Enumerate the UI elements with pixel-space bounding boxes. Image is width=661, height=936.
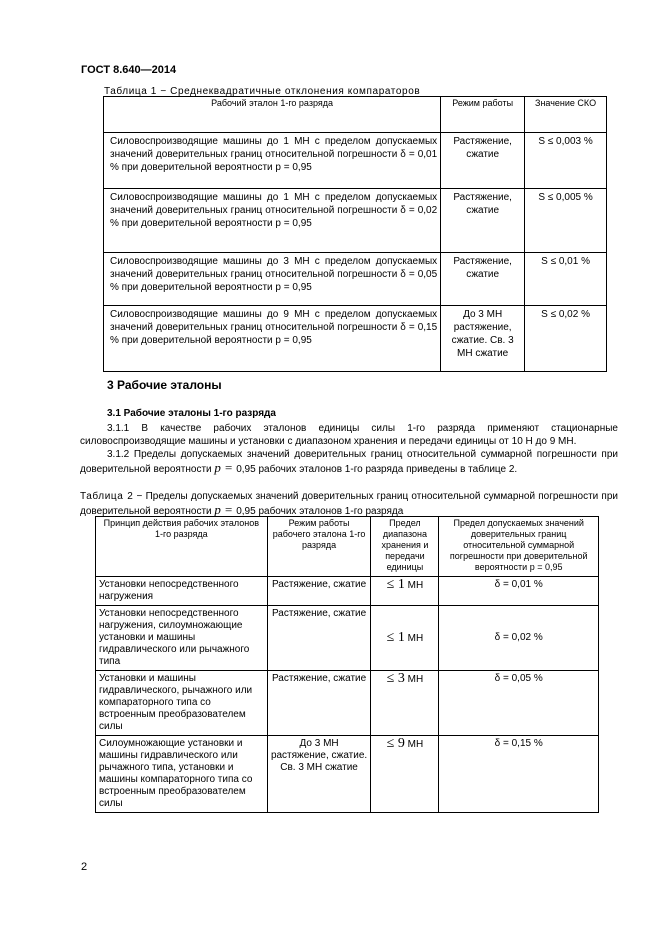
limit-unit: МН — [407, 674, 424, 685]
table2-limit-cell — [371, 671, 439, 736]
limit-unit: МН — [407, 739, 424, 750]
table2-header-cell: Предел диапазона хранения и передачи единицы — [371, 517, 439, 577]
table2-limit-cell — [371, 736, 439, 813]
limit-symbol: ≤ 1 — [386, 629, 405, 645]
table1-mode-cell: Растяжение, сжатие — [441, 253, 525, 306]
table-row — [96, 577, 599, 606]
paragraph-text: 3.1.2 Пределы допускаемых значений доверительных границ относительной суммарной погрешности при доверительной вероятности — [80, 449, 618, 475]
document-id: ГОСТ 8.640—2014 — [81, 64, 177, 76]
table1-sko-cell: S ≤ 0,005 % — [525, 189, 607, 253]
table2-caption-label: Таблица 2 — [80, 491, 134, 502]
table-row — [96, 736, 599, 813]
table1-header-row — [104, 97, 607, 133]
page-number: 2 — [81, 861, 88, 873]
table2-delta-cell: δ = 0,01 % — [439, 577, 599, 606]
table2-mode-cell: До 3 МН растяжение, сжатие. Св. 3 МН сжатие — [267, 736, 371, 813]
table2-mode-cell: Растяжение, сжатие — [267, 671, 371, 736]
table1-desc-cell: Силовоспроизводящие машины до 1 МН с пределом допускаемых значений доверительных границ относительной погрешности δ = 0,01 % при доверительной вероятности p = 0,95 — [104, 133, 441, 189]
table2-principle-cell: Силоумножающие установки и машины гидравлического или рычажного типа, установки и машины компараторного типа со встроенным преобразователем силы — [96, 736, 268, 813]
table2-limit-cell — [371, 577, 439, 606]
math-p-symbol: p = — [214, 502, 237, 517]
table2-delta-cell: δ = 0,02 % — [439, 606, 599, 671]
table2-header-cell: Принцип действия рабочих эталонов 1-го разряда — [96, 517, 268, 577]
table-row — [104, 306, 607, 372]
table1-sko-cell: S ≤ 0,01 % — [525, 253, 607, 306]
table2-delta-cell: δ = 0,05 % — [439, 671, 599, 736]
table-row — [104, 189, 607, 253]
table2-mode-cell: Растяжение, сжатие — [267, 577, 371, 606]
paragraph-3-1-2 — [80, 448, 618, 476]
table2-limit-cell — [371, 606, 439, 671]
paragraph-3-1-1: 3.1.1 В качестве рабочих эталонов единицы силы 1-го разряда применяют стационарные силовоспроизводящие машины и установки с диапазоном хранения и передачи единицы от 10 Н до 9 МН. — [80, 423, 618, 447]
table1-desc-cell: Силовоспроизводящие машины до 3 МН с пределом допускаемых значений доверительных границ относительной погрешности δ = 0,05 % при доверительной вероятности p = 0,95 — [104, 253, 441, 306]
table2-caption-text: − Пределы допускаемых значений доверительных границ относительной суммарной погрешности при доверительной вероятности — [80, 491, 618, 517]
math-p-symbol: p = — [214, 460, 237, 475]
table2-principle-cell: Установки и машины гидравлического, рычажного или компараторного типа со встроенным преобразователем силы — [96, 671, 268, 736]
table1-mode-cell: Растяжение, сжатие — [441, 133, 525, 189]
table1-mode-cell: Растяжение, сжатие — [441, 189, 525, 253]
table1 — [103, 96, 607, 372]
table1-sko-cell: S ≤ 0,003 % — [525, 133, 607, 189]
table2-principle-cell: Установки непосредственного нагружения, силоумножающие установки и машины гидравлического или рычажного типа — [96, 606, 268, 671]
table2-header-row — [96, 517, 599, 577]
limit-symbol: ≤ 1 — [386, 577, 405, 592]
table-row — [96, 606, 599, 671]
table2-caption — [80, 490, 618, 518]
table-row — [104, 133, 607, 189]
limit-symbol: ≤ 9 — [386, 736, 405, 751]
table2-mode-cell: Растяжение, сжатие — [267, 606, 371, 671]
table1-mode-cell: До 3 МН растяжение, сжатие. Св. 3 МН сжатие — [441, 306, 525, 372]
table2-caption-text: 0,95 рабочих эталонов 1-го разряда — [236, 506, 404, 517]
table1-desc-cell: Силовоспроизводящие машины до 1 МН с пределом допускаемых значений доверительных границ относительной погрешности δ = 0,02 % при доверительной вероятности p = 0,95 — [104, 189, 441, 253]
table1-header-cell: Рабочий эталон 1-го разряда — [104, 97, 441, 133]
paragraph-text: 0,95 рабочих эталонов 1-го разряда приведены в таблице 2. — [236, 464, 518, 475]
limit-symbol: ≤ 3 — [386, 671, 405, 686]
table-row — [96, 671, 599, 736]
table1-caption: Таблица 1 − Среднеквадратичные отклонения компараторов — [104, 86, 421, 97]
table2 — [95, 516, 599, 813]
limit-unit: МН — [407, 580, 424, 591]
table1-header-cell: Режим работы — [441, 97, 525, 133]
subsection-title: 3.1 Рабочие эталоны 1-го разряда — [107, 408, 276, 419]
table-row — [104, 253, 607, 306]
table2-delta-cell: δ = 0,15 % — [439, 736, 599, 813]
section-title: 3 Рабочие эталоны — [107, 378, 222, 392]
limit-unit: МН — [407, 632, 424, 644]
table1-desc-cell: Силовоспроизводящие машины до 9 МН с пределом допускаемых значений доверительных границ относительной погрешности δ = 0,15 % при доверительной вероятности p = 0,95 — [104, 306, 441, 372]
table1-sko-cell: S ≤ 0,02 % — [525, 306, 607, 372]
table2-principle-cell: Установки непосредственного нагружения — [96, 577, 268, 606]
table1-header-cell: Значение СКО — [525, 97, 607, 133]
table2-header-cell: Предел допускаемых значений доверительных границ относительной суммарной погрешности при доверительной вероятности p = 0,95 — [439, 517, 599, 577]
table2-header-cell: Режим работы рабочего эталона 1-го разряда — [267, 517, 371, 577]
